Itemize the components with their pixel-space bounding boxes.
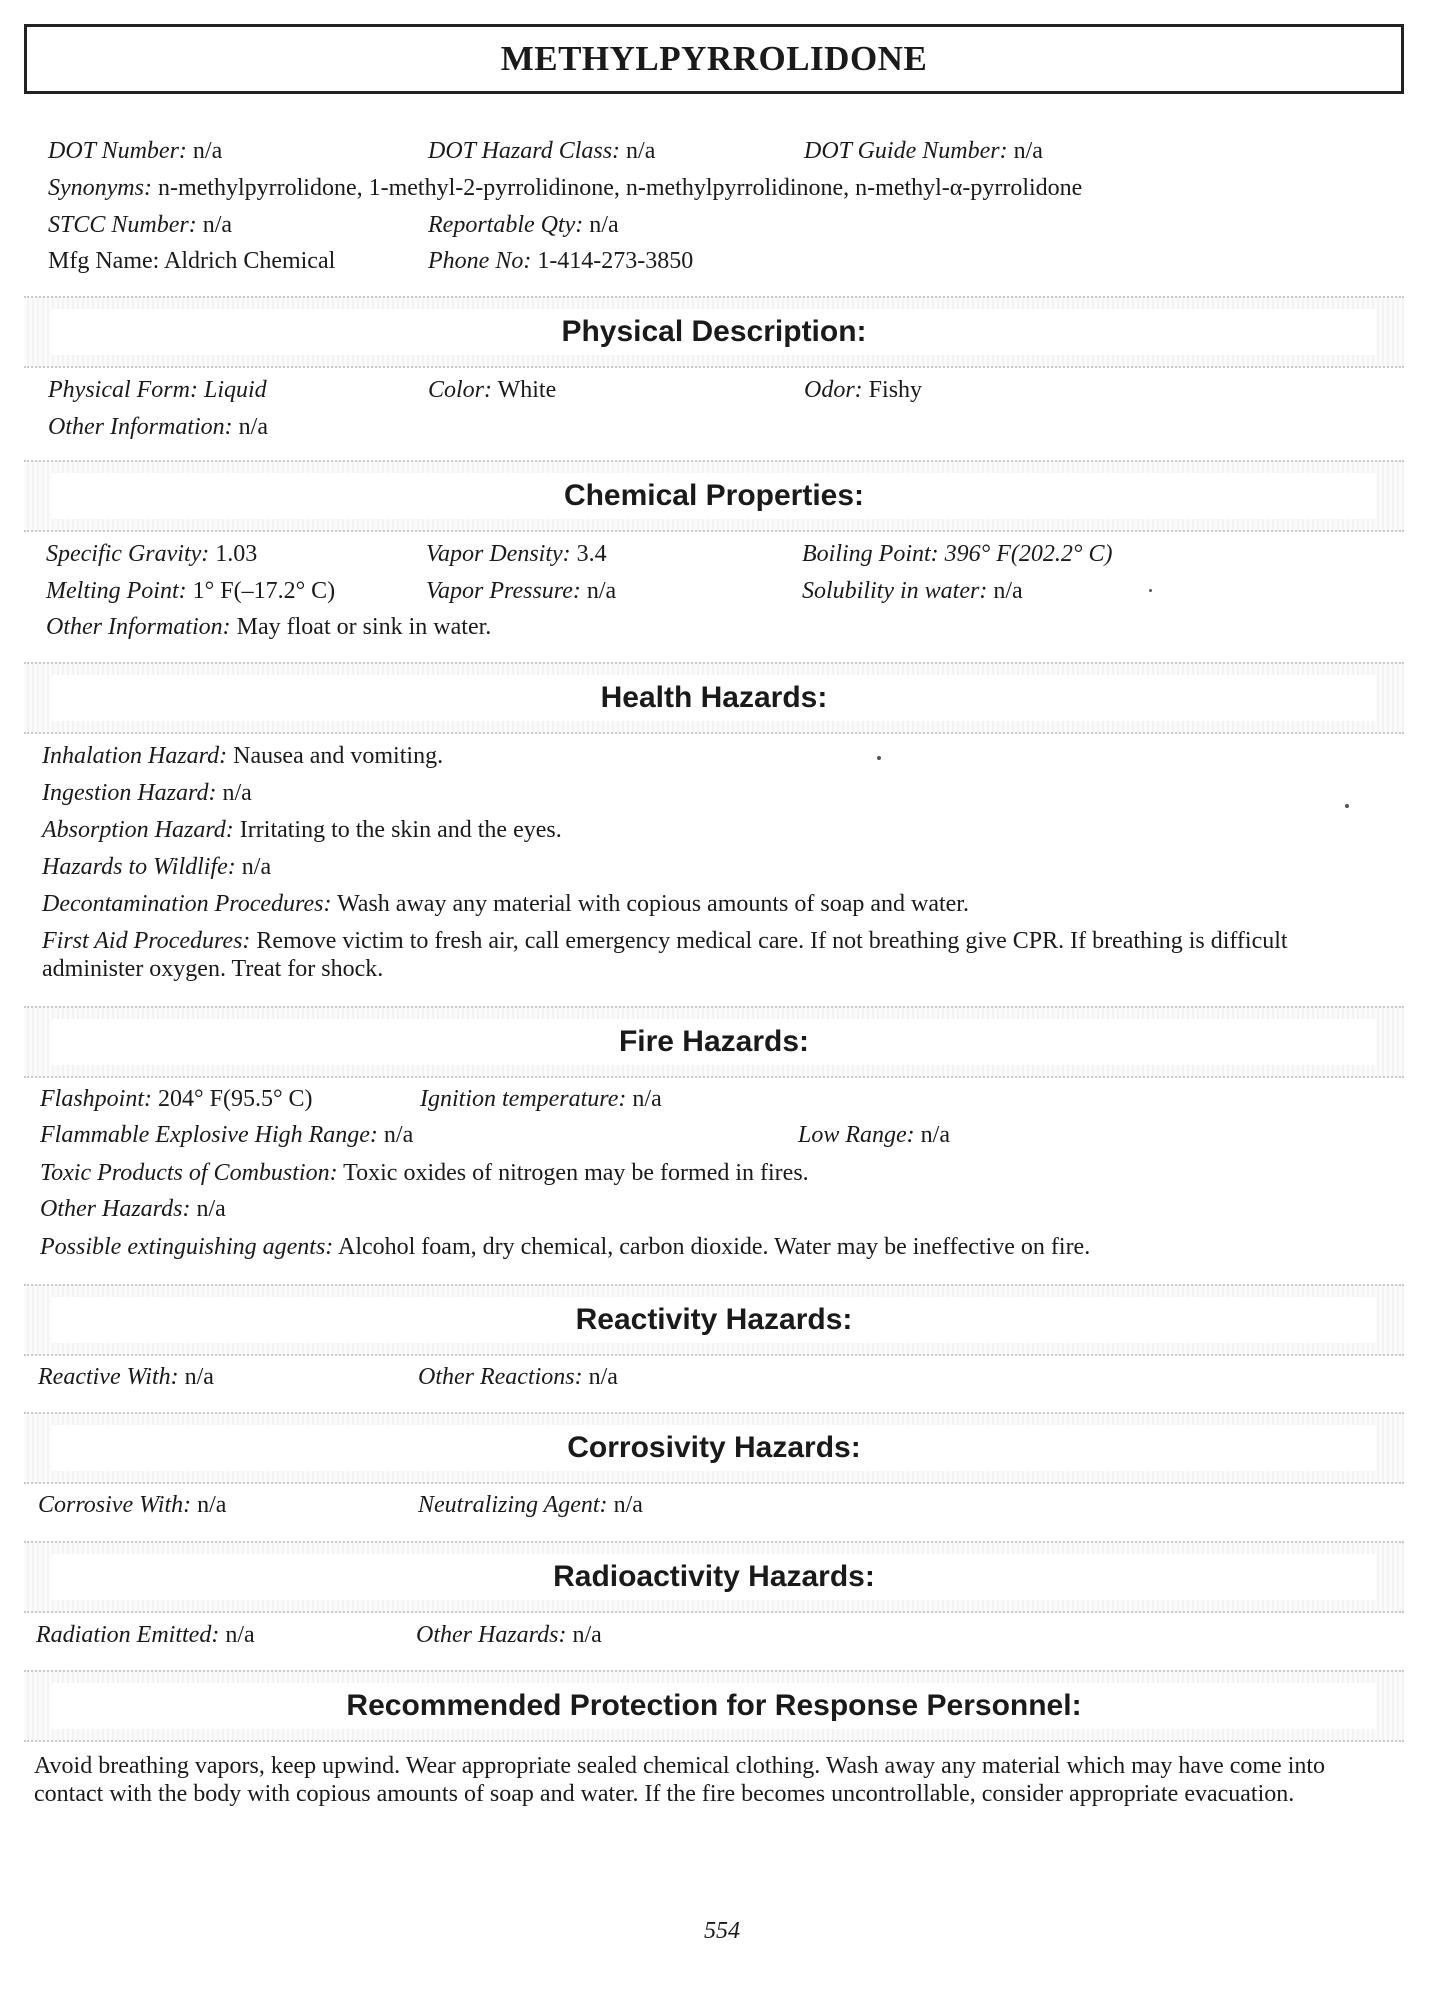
flashpoint-field: Flashpoint: 204° F(95.5° C) [40, 1086, 313, 1112]
physical-form-field: Physical Form: Liquid [48, 377, 267, 403]
dot-guide-field: DOT Guide Number: n/a [804, 138, 1043, 164]
inhalation-field: Inhalation Hazard: Nausea and vomiting. [42, 743, 444, 769]
extinguishing-field: Possible extinguishing agents: Alcohol foam, dry chemical, carbon dioxide. Water may be ineffective on fire. [40, 1234, 1091, 1260]
absorption-field: Absorption Hazard: Irritating to the skin and the eyes. [42, 817, 562, 843]
chemical-heading-band [24, 460, 1404, 532]
health-heading: Health Hazards: [600, 681, 828, 714]
reactive-with-field: Reactive With: n/a [38, 1364, 214, 1390]
title-box [24, 24, 1404, 94]
radiation-emitted-field: Radiation Emitted: n/a [36, 1622, 255, 1648]
synonyms-field: Synonyms: n-methylpyrrolidone, 1-methyl-2-pyrrolidinone, n-methylpyrrolidinone, n-methyl-α-pyrrolidone [48, 175, 1083, 201]
physical-heading-band [24, 296, 1404, 368]
radioactivity-heading-band [24, 1541, 1404, 1613]
specific-gravity-field: Specific Gravity: 1.03 [46, 541, 258, 567]
decontamination-field: Decontamination Procedures: Wash away any material with copious amounts of soap and water. [42, 891, 969, 917]
radioactivity-heading: Radioactivity Hazards: [553, 1560, 875, 1593]
color-field: Color: White [428, 377, 557, 403]
protection-heading: Recommended Protection for Response Personnel: [346, 1689, 1082, 1722]
health-heading-band [24, 662, 1404, 734]
dot-number-field: DOT Number: n/a [48, 138, 223, 164]
scan-speck [877, 756, 881, 760]
fire-heading: Fire Hazards: [618, 1025, 810, 1058]
page-title: METHYLPYRROLIDONE [500, 39, 928, 78]
fire-other-field: Other Hazards: n/a [40, 1196, 226, 1222]
other-reactions-field: Other Reactions: n/a [418, 1364, 618, 1390]
scan-speck [1345, 804, 1349, 808]
physical-heading: Physical Description: [561, 315, 867, 348]
phone-field: Phone No: 1-414-273-3850 [428, 248, 694, 274]
vapor-density-field: Vapor Density: 3.4 [426, 541, 607, 567]
wildlife-field: Hazards to Wildlife: n/a [42, 854, 272, 880]
melting-point-field: Melting Point: 1° F(–17.2° C) [46, 578, 336, 604]
toxic-products-field: Toxic Products of Combustion: Toxic oxides of nitrogen may be formed in fires. [40, 1160, 809, 1186]
reactivity-heading: Reactivity Hazards: [575, 1303, 853, 1336]
protection-text: Avoid breathing vapors, keep upwind. Wear appropriate sealed chemical clothing. Wash away any material which may have come into contact with the body with copious amounts of soap and water. If the fire becomes uncontrollable, consider appropriate evacuation. [34, 1753, 1326, 1807]
chemical-other-field: Other Information: May float or sink in water. [46, 614, 492, 640]
mfg-name-field: Mfg Name: Aldrich Chemical [48, 248, 336, 274]
radioactivity-other-field: Other Hazards: n/a [416, 1622, 602, 1648]
corrosivity-heading: Corrosivity Hazards: [567, 1431, 861, 1464]
fire-heading-band [24, 1006, 1404, 1078]
reactivity-heading-band [24, 1284, 1404, 1356]
first-aid-field: First Aid Procedures: Remove victim to fresh air, call emergency medical care. If not breathing give CPR. If breathing is difficult administer oxygen. Treat for shock. [42, 928, 1288, 982]
odor-field: Odor: Fishy [804, 377, 923, 403]
protection-heading-band [24, 1670, 1404, 1742]
reportable-qty-field: Reportable Qty: n/a [428, 212, 619, 238]
corrosive-with-field: Corrosive With: n/a [38, 1492, 227, 1518]
page-number: 554 [704, 1918, 740, 1944]
scan-speck [1149, 589, 1152, 592]
physical-other-field: Other Information: n/a [48, 414, 268, 440]
ignition-field: Ignition temperature: n/a [420, 1086, 662, 1112]
boiling-point-field: Boiling Point: 396° F(202.2° C) [802, 541, 1113, 567]
stcc-field: STCC Number: n/a [48, 212, 233, 238]
solubility-field: Solubility in water: n/a [802, 578, 1023, 604]
dot-hazard-class-field: DOT Hazard Class: n/a [428, 138, 656, 164]
neutralizing-agent-field: Neutralizing Agent: n/a [418, 1492, 643, 1518]
ingestion-field: Ingestion Hazard: n/a [42, 780, 252, 806]
flammable-high-field: Flammable Explosive High Range: n/a [40, 1122, 414, 1148]
chemical-heading: Chemical Properties: [563, 479, 865, 512]
vapor-pressure-field: Vapor Pressure: n/a [426, 578, 617, 604]
corrosivity-heading-band [24, 1412, 1404, 1484]
flammable-low-field: Low Range: n/a [798, 1122, 950, 1148]
